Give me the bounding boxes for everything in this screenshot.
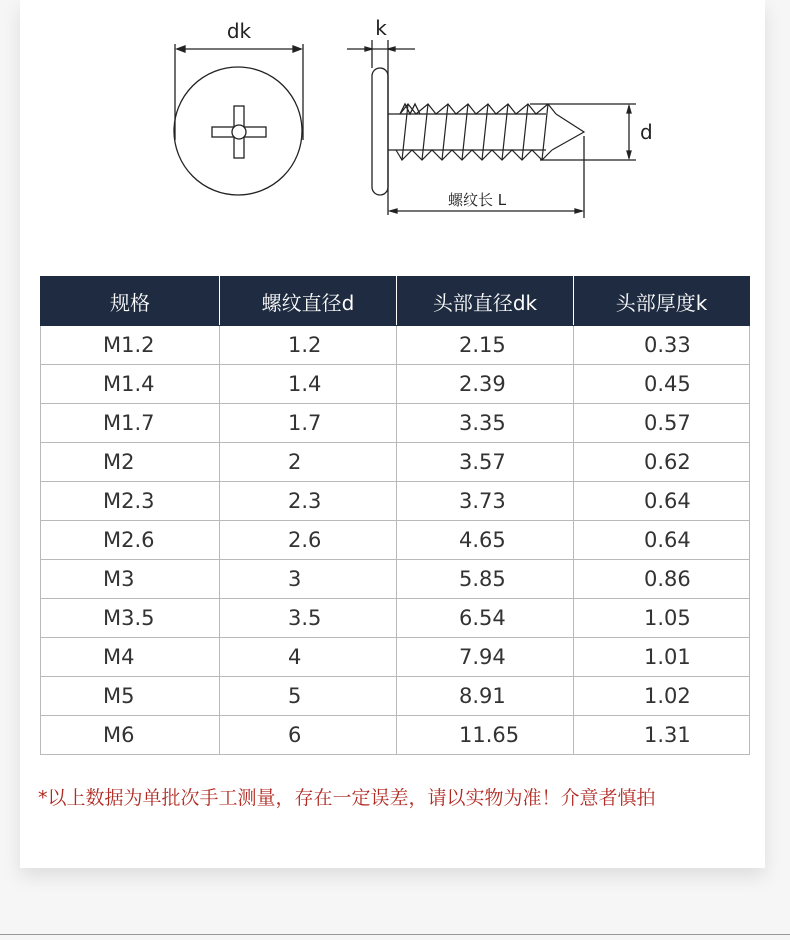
- cell-spec: M3.5: [41, 599, 220, 638]
- cell-head-thickness: 0.64: [574, 482, 750, 521]
- d-label: d: [640, 120, 653, 144]
- cell-spec: M1.4: [41, 365, 220, 404]
- cell-head-thickness: 0.57: [574, 404, 750, 443]
- cell-thread-diameter: 6: [220, 716, 397, 755]
- table-row: [41, 599, 750, 638]
- table-row: [41, 677, 750, 716]
- cell-head-diameter: 8.91: [397, 677, 574, 716]
- spec-table: [40, 276, 750, 755]
- cell-head-diameter: 2.39: [397, 365, 574, 404]
- header-head-diameter: 头部直径dk: [397, 277, 574, 326]
- table-row: [41, 404, 750, 443]
- cell-spec: M4: [41, 638, 220, 677]
- cell-head-diameter: 6.54: [397, 599, 574, 638]
- cell-thread-diameter: 5: [220, 677, 397, 716]
- table-row: [41, 560, 750, 599]
- cell-head-thickness: 0.62: [574, 443, 750, 482]
- cell-head-diameter: 4.65: [397, 521, 574, 560]
- screw-side-view: [347, 16, 653, 218]
- cell-head-diameter: 3.57: [397, 443, 574, 482]
- measurement-disclaimer: *以上数据为单批次手工测量，存在一定误差，请以实物为准！介意者慎拍: [38, 787, 656, 809]
- cell-thread-diameter: 2.3: [220, 482, 397, 521]
- cell-spec: M5: [41, 677, 220, 716]
- cell-head-diameter: 5.85: [397, 560, 574, 599]
- cell-head-thickness: 0.33: [574, 326, 750, 365]
- cell-spec: M1.2: [41, 326, 220, 365]
- cell-head-diameter: 7.94: [397, 638, 574, 677]
- thread-length-label: 螺纹长 L: [448, 191, 507, 209]
- cell-head-thickness: 0.45: [574, 365, 750, 404]
- table-row: [41, 638, 750, 677]
- cell-spec: M3: [41, 560, 220, 599]
- cell-head-diameter: 2.15: [397, 326, 574, 365]
- cell-head-thickness: 1.31: [574, 716, 750, 755]
- cell-spec: M2.3: [41, 482, 220, 521]
- dk-label: dk: [226, 19, 252, 43]
- divider: [0, 934, 790, 935]
- table-row: [41, 443, 750, 482]
- cell-spec: M2.6: [41, 521, 220, 560]
- cell-thread-diameter: 1.2: [220, 326, 397, 365]
- table-row: [41, 326, 750, 365]
- header-thread-diameter: 螺纹直径d: [220, 277, 397, 326]
- cell-thread-diameter: 1.4: [220, 365, 397, 404]
- cell-head-thickness: 1.05: [574, 599, 750, 638]
- cell-head-thickness: 1.02: [574, 677, 750, 716]
- cell-thread-diameter: 2: [220, 443, 397, 482]
- cell-head-diameter: 3.35: [397, 404, 574, 443]
- screw-head-top-view: [174, 19, 303, 195]
- cell-spec: M2: [41, 443, 220, 482]
- table-row: [41, 482, 750, 521]
- cell-thread-diameter: 2.6: [220, 521, 397, 560]
- table-header-row: [41, 277, 750, 326]
- table-row: [41, 365, 750, 404]
- cell-thread-diameter: 1.7: [220, 404, 397, 443]
- cell-spec: M1.7: [41, 404, 220, 443]
- cell-head-diameter: 11.65: [397, 716, 574, 755]
- screw-diagram: [0, 0, 790, 240]
- cell-head-diameter: 3.73: [397, 482, 574, 521]
- table-row: [41, 521, 750, 560]
- header-head-thickness: 头部厚度k: [574, 277, 750, 326]
- cell-head-thickness: 1.01: [574, 638, 750, 677]
- k-label: k: [375, 16, 387, 40]
- header-spec: 规格: [41, 277, 220, 326]
- cell-head-thickness: 0.64: [574, 521, 750, 560]
- cell-head-thickness: 0.86: [574, 560, 750, 599]
- cell-spec: M6: [41, 716, 220, 755]
- cell-thread-diameter: 3: [220, 560, 397, 599]
- cell-thread-diameter: 3.5: [220, 599, 397, 638]
- table-row: [41, 716, 750, 755]
- cell-thread-diameter: 4: [220, 638, 397, 677]
